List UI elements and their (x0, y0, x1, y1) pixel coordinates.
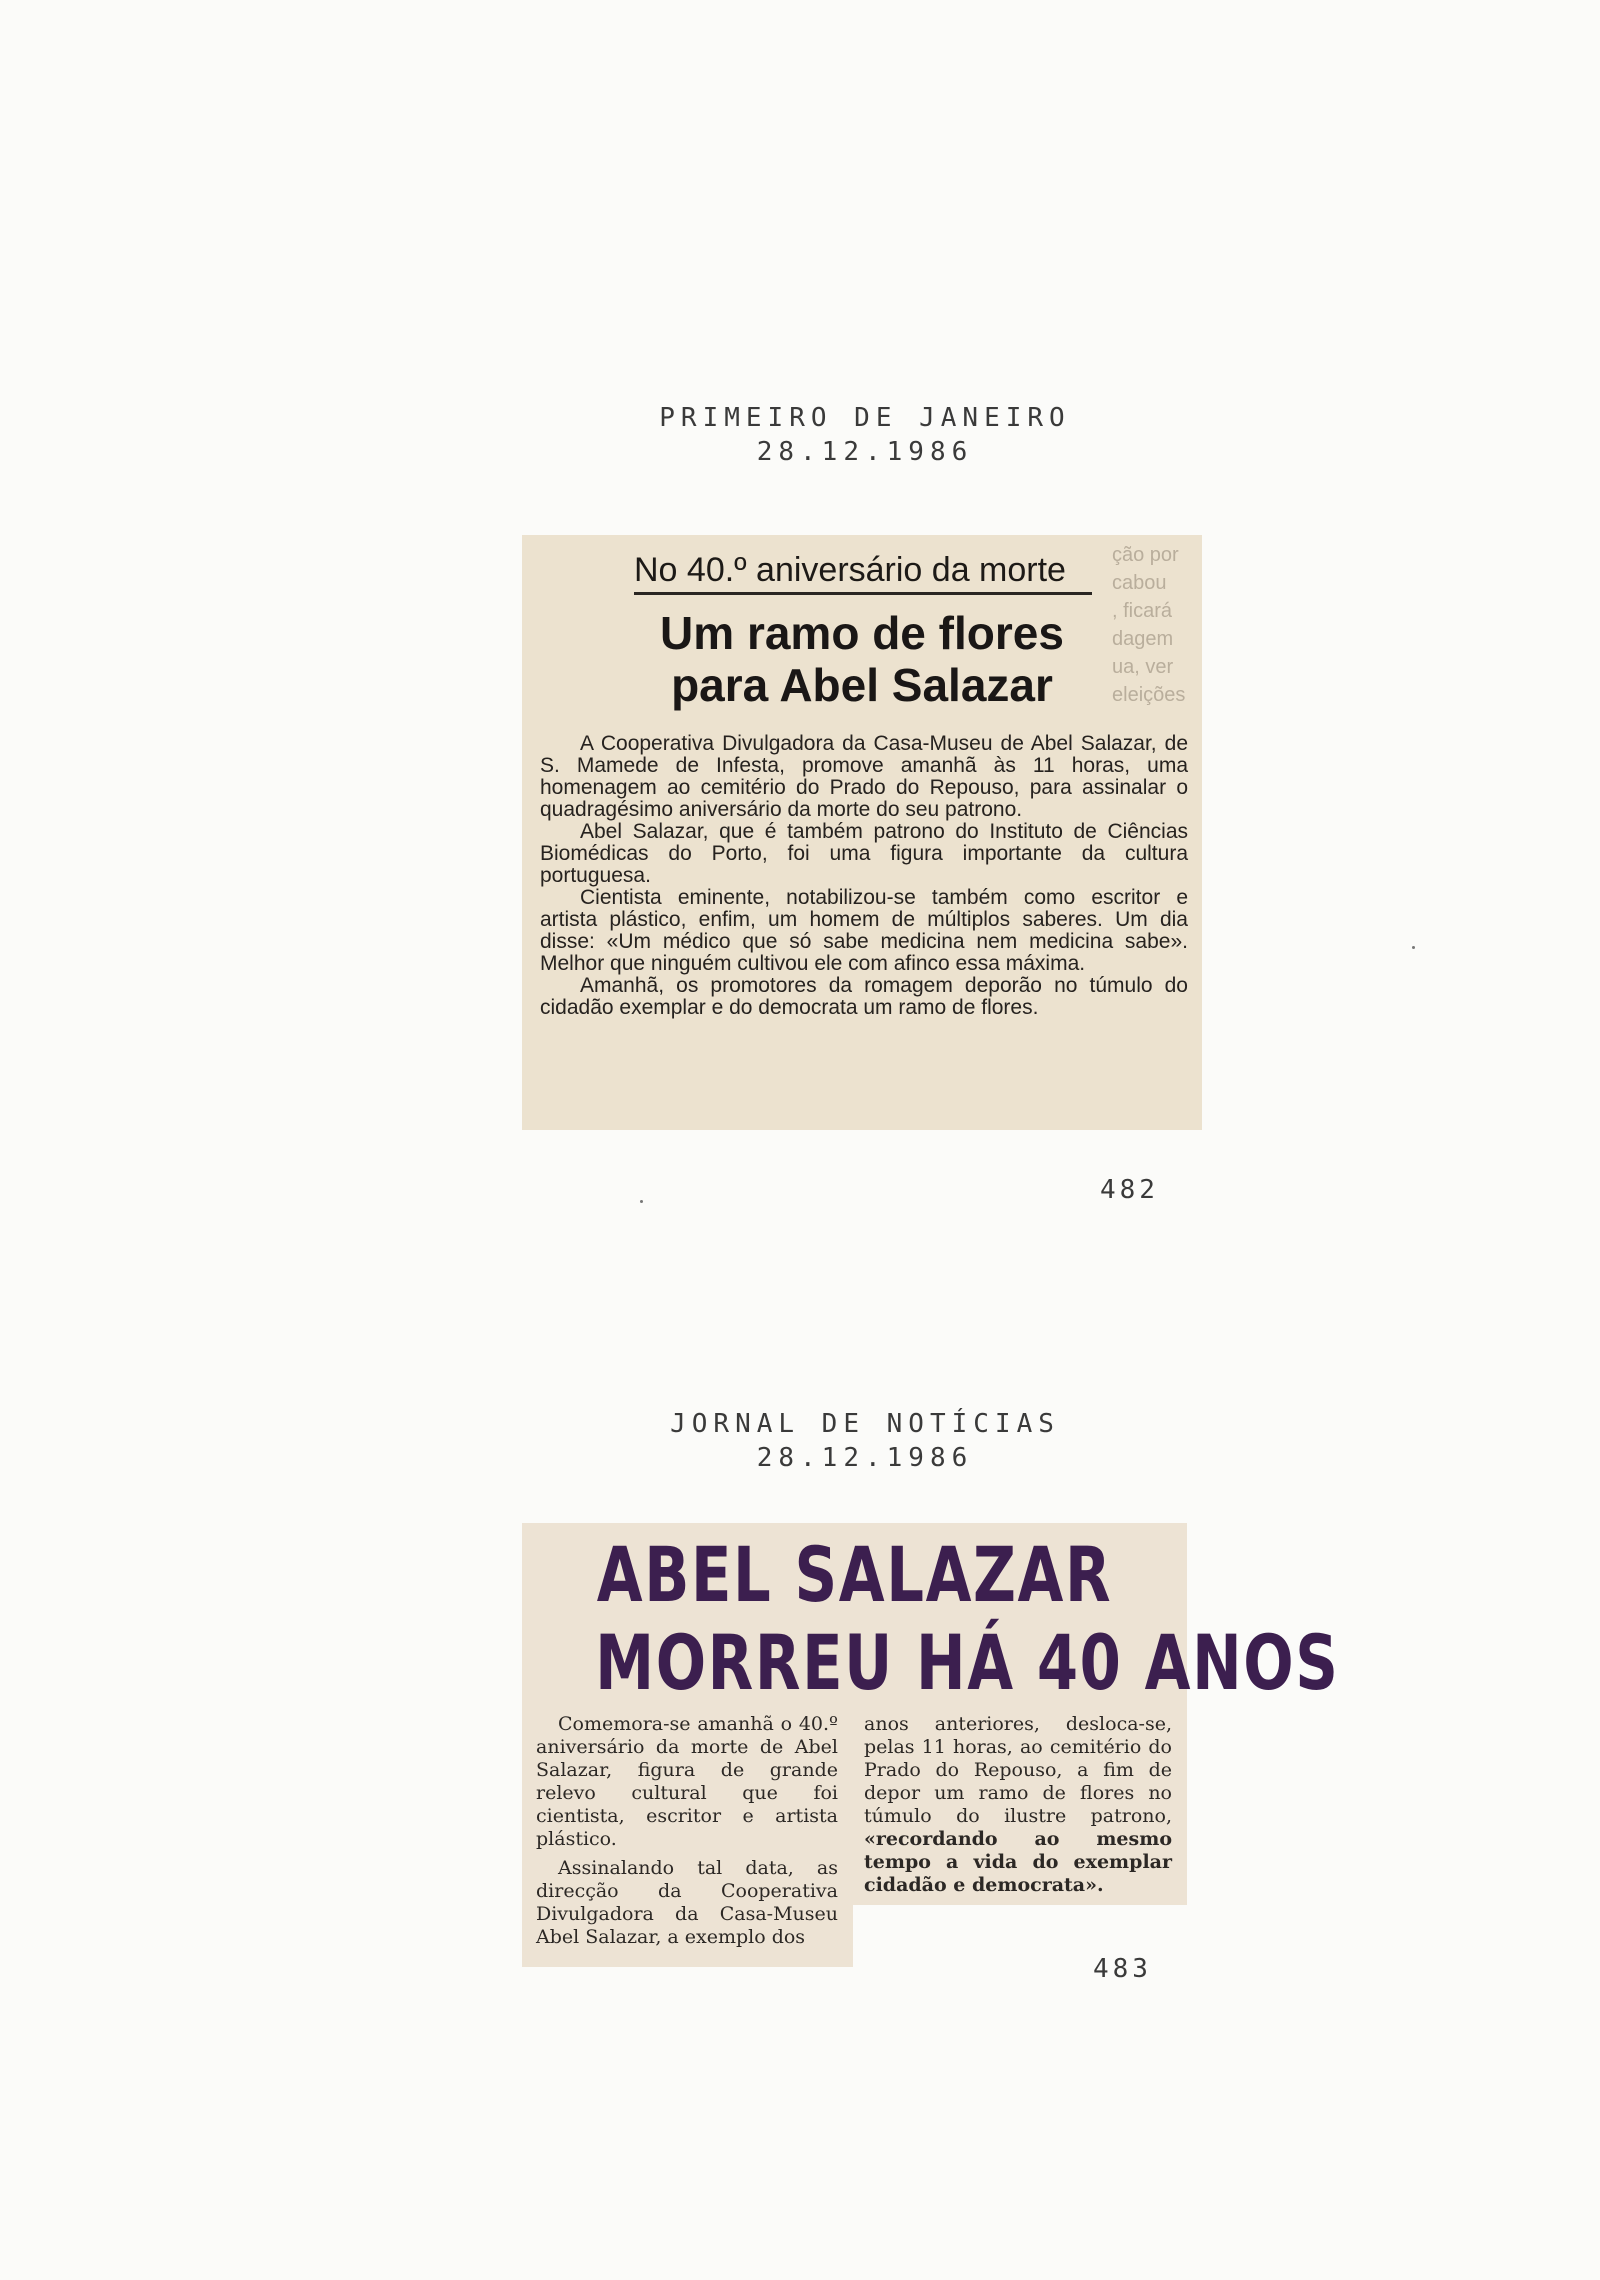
clipping1-headline-line2: para Abel Salazar (671, 659, 1053, 711)
clipping1-kicker: No 40.º aniversário da morte (634, 551, 1092, 595)
scan-speck (1412, 946, 1415, 949)
clipping1-source: PRIMEIRO DE JANEIRO (659, 403, 1071, 433)
clipping2-paragraph: Comemora-se amanhã o 40.º aniversário da morte de Abel Salazar, figura de grande relevo cultural que foi cientista, escritor e artista plástico. (536, 1713, 838, 1850)
clipping1-date: 28.12.1986 (756, 437, 974, 467)
clipping1-paragraph: Abel Salazar, que é também patrono do Instituto de Ciências Biomédicas do Porto, foi uma figura importante da cultura portuguesa. (540, 820, 1188, 887)
page-number-482: 482 (1100, 1175, 1159, 1205)
clipping1-body (540, 733, 1188, 1019)
newspaper-clipping-1 (522, 535, 1202, 1130)
clipping1-paragraph: A Cooperativa Divulgadora da Casa-Museu de Abel Salazar, de S. Mamede de Infesta, promove amanhã às 11 horas, uma homenagem ao cemitério do Prado do Repouso, para assinalar o quadragésimo aniversário da morte do seu patrono. (540, 732, 1188, 821)
clipping1-paragraph: Cientista eminente, notabilizou-se também como escritor e artista plástico, enfim, um homem de múltiplos saberes. Um dia disse: «Um médico que só sabe medicina nem medicina sabe». Melhor que ninguém cultivou ele com afinco essa máxima. (540, 886, 1188, 975)
clipping2-quote: «recordando ao mesmo tempo a vida do exemplar cidadão e democrata». (864, 1828, 1172, 1896)
clipping1-headline (622, 607, 1102, 711)
clipping2-left-column (536, 1713, 838, 1955)
bleed-through-text: ua, ver (1112, 656, 1174, 678)
clipping2-right-column (864, 1713, 1172, 1897)
bleed-through-text: , ficará (1112, 600, 1173, 622)
newspaper-clipping-2 (522, 1523, 1340, 1967)
bleed-through-text: cabou (1112, 572, 1167, 594)
bleed-through-text: eleições (1112, 684, 1186, 706)
clipping2-paragraph: Assinalando tal data, as direcção da Cooperativa Divulgadora da Casa-Museu Abel Salazar, a exemplo dos (536, 1857, 838, 1948)
page-number-483: 483 (1093, 1954, 1152, 1984)
clipping2-right-text: anos anteriores, desloca-se, pelas 11 horas, ao cemitério do Prado do Repouso, a fim de depor um ramo de flores no túmulo do ilustre patrono, (864, 1713, 1172, 1827)
clipping2-headline-line2: MORREU HÁ 40 ANOS (595, 1618, 1340, 1707)
bleed-through-text: ção por (1112, 544, 1179, 566)
clipping1-paragraph: Amanhã, os promotores da romagem deporão no túmulo do cidadão exemplar e do democrata um ramo de flores. (540, 974, 1188, 1019)
scan-speck (640, 1200, 643, 1203)
clipping2-date: 28.12.1986 (756, 1443, 974, 1473)
clipping2-headline-line1: ABEL SALAZAR (596, 1530, 1113, 1619)
clipping1-headline-line1: Um ramo de flores (660, 607, 1064, 659)
bleed-through-text: dagem (1112, 628, 1174, 650)
clipping2-source: JORNAL DE NOTÍCIAS (670, 1409, 1060, 1439)
